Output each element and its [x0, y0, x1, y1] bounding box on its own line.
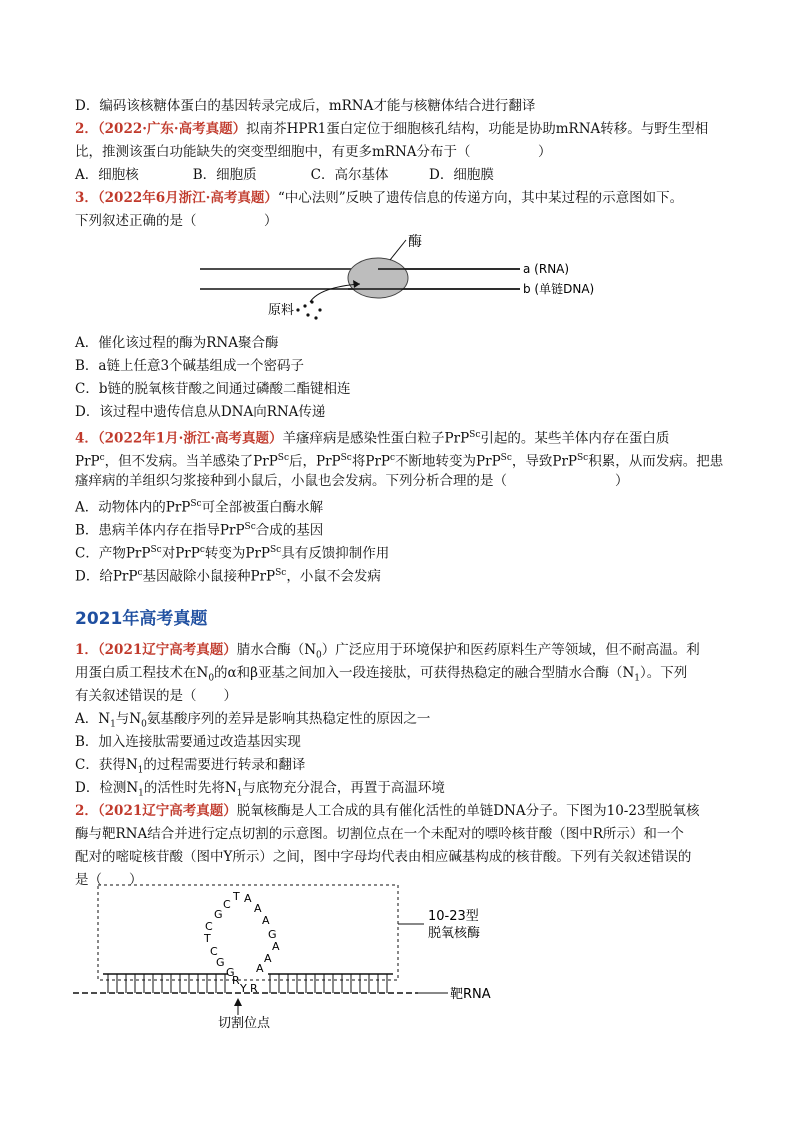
question-1-2021-line2: 用蛋白质工程技术在$N_0$的α和β亚基之间加入一段连接肽，可获得热稳定的融合型腈水合酶$(N_1)$。下列	[75, 665, 688, 684]
loop-nucleotide: A	[262, 914, 270, 927]
question-text: 拟南芥HPR1蛋白定位于细胞核孔结构，功能是协助mRNA转移。与野生型相	[246, 121, 709, 137]
loop-nucleotide: G	[216, 956, 225, 969]
question-source: （2022·广东·高考真题）	[97, 121, 247, 137]
enzyme-name-label: 脱氧核酶	[428, 926, 481, 941]
question-2-2022-line1	[75, 119, 708, 139]
question-3-option-d: D．该过程中遗传信息从DNA向RNA传递	[75, 404, 326, 420]
section-title: 2021年高考真题	[75, 609, 208, 629]
prev-option-d: D．编码该核糖体蛋白的基因转录完成后，mRNA才能与核糖体结合进行翻译	[75, 98, 536, 114]
question-3-option-c: C．b链的脱氧核苷酸之间通过磷酸二酯键相连	[75, 381, 351, 397]
question-number: 4．	[75, 430, 98, 447]
loop-nucleotide: A	[244, 892, 252, 905]
question-source: （2022年1月·浙江·高考真题）	[97, 430, 283, 447]
question-number: 3．	[75, 190, 98, 206]
question-2-2021-line1: 2．（2021辽宁高考真题）脱氧核酶是人工合成的具有催化活性的单链DNA分子。下图为10-23型脱氧核	[75, 803, 700, 819]
strand-b-label: b (单链DNA)	[523, 282, 595, 296]
cut-site-label: 切割位点	[218, 1016, 271, 1030]
loop-nucleotide: A	[256, 962, 264, 975]
question-1-2021-option-d: D．检测$N_1$的活性时先将$N_1$与底物充分混合，再置于高温环境	[75, 780, 445, 799]
loop-nucleotide: T	[233, 890, 240, 903]
loop-nucleotide: T	[204, 932, 211, 945]
loop-nucleotide: A	[272, 940, 280, 953]
loop-nucleotide: C	[223, 898, 231, 911]
loop-nucleotide: G	[268, 928, 277, 941]
base-pair-ticks	[108, 974, 387, 993]
question-4-2022-line2: PrP$^c$，但不发病。当羊感染了PrP$^{Sc}$后，PrP$^{Sc}$将PrP$^c$不断地转变为PrP$^{Sc}$，导致PrP$^{Sc}$积累，从而发病。把患	[75, 453, 724, 470]
question-text: “中心法则”反映了遗传信息的传递方向，其中某过程的示意图如下。	[277, 190, 684, 206]
loop-nucleotide: A	[264, 952, 272, 965]
question-4-option-c: C．产物PrP$^{Sc}$对PrP$^c$转变为PrP$^{Sc}$具有反馈抑制作用	[75, 545, 390, 562]
question-3-option-b: B．a链上任意3个碱基组成一个密码子	[75, 358, 305, 374]
question-4-2022-line1: 4．（2022年1月·浙江·高考真题）羊瘙痒病是感染性蛋白粒子PrP$^{Sc}$引起的。某些羊体内存在蛋白质	[75, 430, 670, 447]
question-2-2021-line4: 是（ ）	[75, 872, 143, 888]
loop-nucleotide: A	[254, 902, 262, 915]
question-2-2021-line3: 配对的嘧啶核苷酸（图中Y所示）之间，图中字母均代表由相应碱基构成的核苷酸。下列有关叙述错误的	[75, 849, 692, 865]
question-3-2022-line1	[75, 188, 683, 208]
question-1-2021-option-c: C．获得$N_1$的过程需要进行转录和翻译	[75, 757, 306, 776]
question-1-2021-line3: 有关叙述错误的是（ ）	[75, 688, 237, 704]
question-source: （2022年6月浙江·高考真题）	[97, 190, 278, 206]
enzyme-label: 酶	[408, 234, 422, 250]
question-1-2021-line1: 1．（2021辽宁高考真题）腈水合酶$(N_0)$广泛应用于环境保护和医药原料生产等领域，但不耐高温。利	[75, 642, 700, 661]
question-1-2021-option-a: A．$N_1$与$N_0$氨基酸序列的差异是影响其热稳定性的原因之一	[75, 711, 431, 730]
loop-nucleotide: Y	[240, 982, 247, 995]
question-4-option-a: A．动物体内的PrP$^{Sc}$可全部被蛋白酶水解	[75, 499, 324, 516]
question-2-2022-options: A．细胞核 B．细胞质 C．高尔基体 D．细胞膜	[75, 167, 494, 183]
deoxyribozyme-figure	[68, 880, 528, 1030]
question-4-option-d: D．给PrP$^c$基因敲除小鼠接种PrP$^{Sc}$，小鼠不会发病	[75, 568, 381, 585]
loop-nucleotide: R	[232, 974, 240, 987]
loop-nucleotides	[203, 890, 280, 995]
loop-nucleotide: G	[226, 966, 235, 979]
strand-a-label: a (RNA)	[523, 262, 570, 276]
question-3-2022-line2: 下列叙述正确的是（ ）	[75, 213, 278, 229]
question-3-option-a: A．催化该过程的酶为RNA聚合酶	[75, 335, 279, 351]
question-1-2021-option-b: B．加入连接肽需要通过改造基因实现	[75, 734, 301, 750]
question-2-2021-line2: 酶与靶RNA结合并进行定点切割的示意图。切割位点在一个未配对的嘌呤核苷酸（图中R所示）和一个	[75, 826, 684, 842]
question-4-option-b: B．患病羊体内存在指导PrP$^{Sc}$合成的基因	[75, 522, 324, 539]
loop-nucleotide: G	[214, 908, 223, 921]
transcription-figure	[190, 232, 610, 332]
enzyme-type-label: 10-23型	[428, 909, 479, 924]
loop-nucleotide: C	[205, 920, 213, 933]
target-rna-label: 靶RNA	[450, 987, 491, 1002]
question-2-2022-line2: 比，推测该蛋白功能缺失的突变型细胞中，有更多mRNA分布于（ ）	[75, 144, 552, 160]
question-number: 2．	[75, 121, 98, 137]
enzyme-pointer	[390, 240, 406, 260]
question-4-2022-line3: 瘙痒病的羊组织匀浆接种到小鼠后，小鼠也会发病。下列分析合理的是（ ）	[75, 473, 629, 489]
material-label: 原料	[268, 303, 295, 318]
enzyme-shape	[348, 258, 408, 298]
loop-nucleotide: C	[210, 945, 218, 958]
loop-nucleotide: R	[250, 982, 258, 995]
